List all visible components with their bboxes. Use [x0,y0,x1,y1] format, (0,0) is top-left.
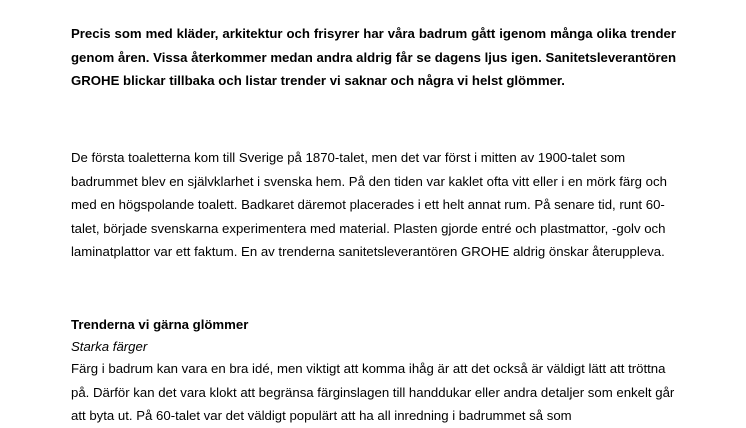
section-heading: Trenderna vi gärna glömmer [71,317,249,332]
body-paragraph-colors: Färg i badrum kan vara en bra idé, men viktigt att komma ihåg är att det också är väldigt lätt att tröttna på. Därför kan det vara klokt att begränsa färginslagen till handdukar eller andra detaljer som enkelt går att byta ut. På 60-talet var det väldigt populärt att ha all inredning i badrummet så som [71,361,675,423]
intro-paragraph: Precis som med kläder, arkitektur och frisyrer har våra badrum gått igenom många olika trender genom åren. Vissa återkommer medan andra aldrig får se dagens ljus igen. Sanitetsleverantören GROHE blickar tillbaka och listar trender vi saknar och några vi helst glömmer. [71,26,676,88]
subheading-strong-colors: Starka färger [71,339,148,354]
body-paragraph-history: De första toaletterna kom till Sverige på 1870-talet, men det var först i mitten av 1900-talet som badrummet blev en självklarhet i svenska hem. På den tiden var kaklet ofta vitt eller i en mörk färg och med en högspolande toalett. Badkaret däremot placerades i ett helt annat rum. På senare tid, runt 60-talet, började svenskarna experimentera med material. Plasten gjorde entré och plastmattor, -golv och laminatplattor var ett faktum. En av trenderna sanitetsleverantören GROHE aldrig önskar återuppleva. [71,150,667,259]
document-page [71,22,676,423]
